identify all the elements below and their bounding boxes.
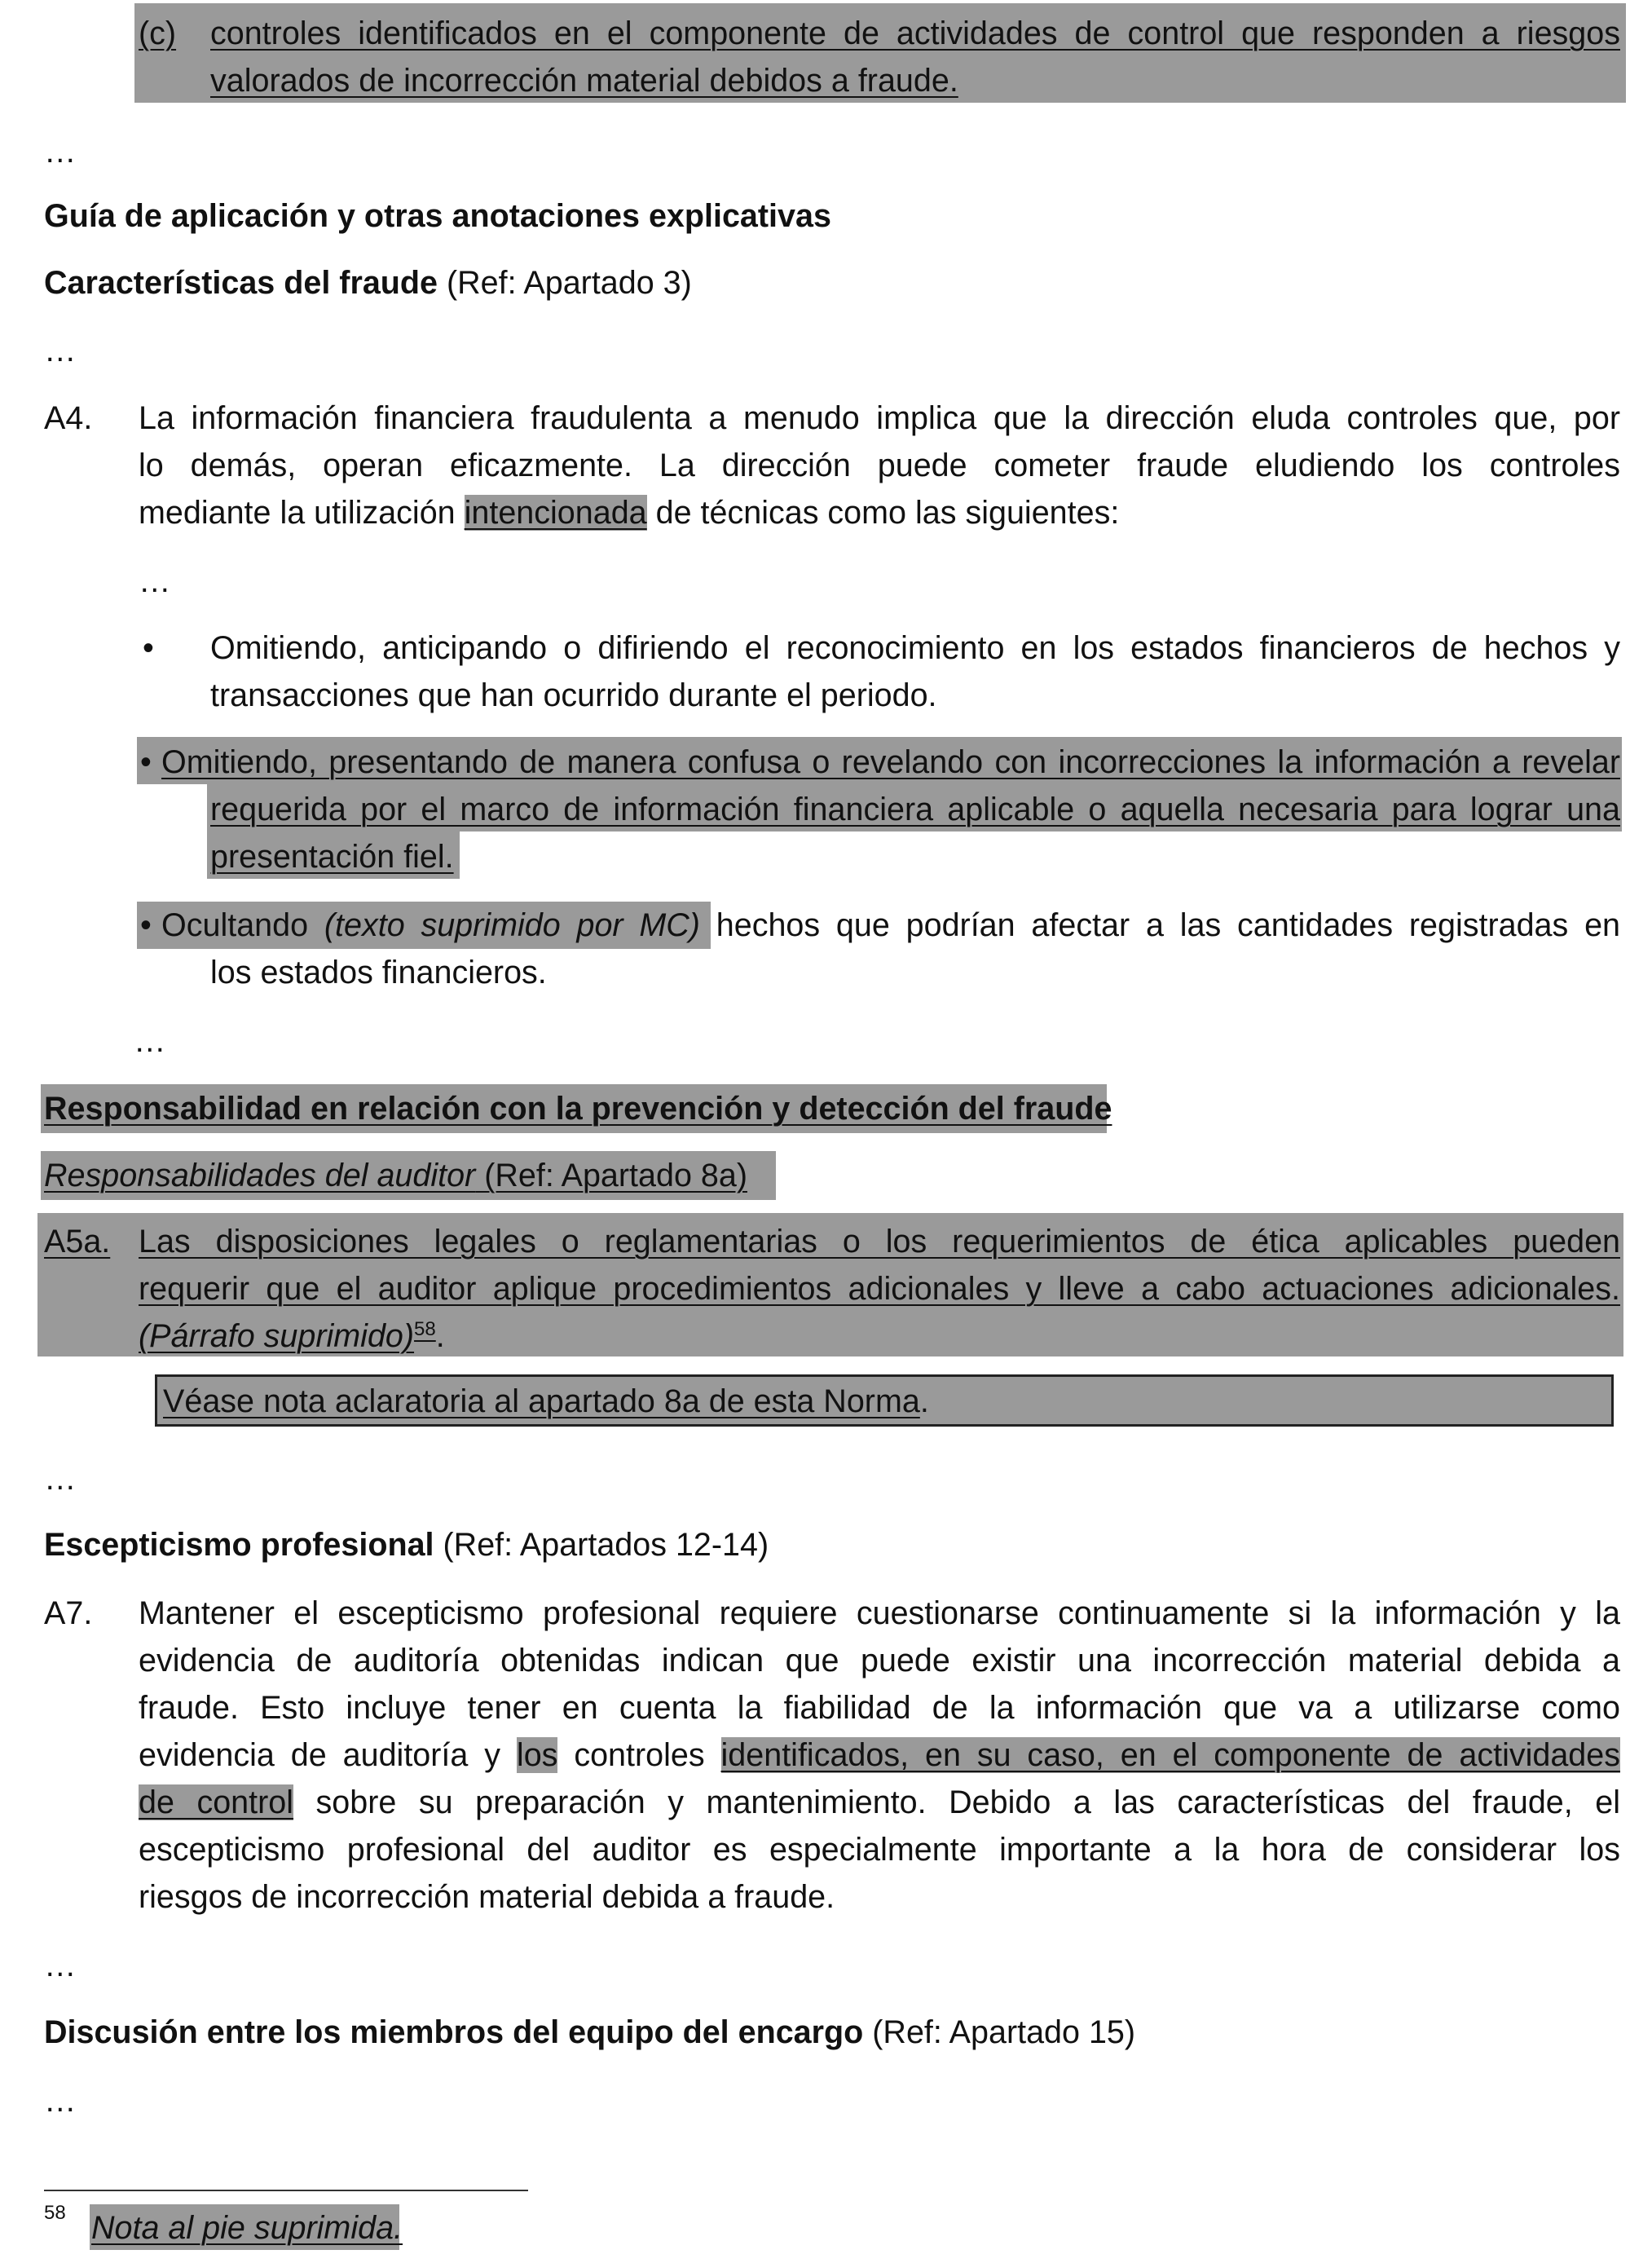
footnote-separator <box>44 2190 528 2191</box>
item-c-line1: controles identificados en el componente de actividades de control que responden a riesgos <box>210 15 1620 51</box>
a7-line1: Mantener el escepticismo profesional requiere cuestionarse continuamente si la información y la <box>139 1595 1620 1631</box>
a7-line3: fraude. Esto incluye tener en cuenta la fiabilidad de la información que va a utilizarse como <box>139 1690 1620 1726</box>
a7-highlight-los: los <box>516 1737 558 1773</box>
bullet3-line2: los estados financieros. <box>210 955 547 990</box>
a5a-line1: Las disposiciones legales o reglamentarias o los requerimientos de ética aplicables pueden <box>139 1224 1620 1259</box>
a5a-suppressed-paragraph: (Párrafo suprimido) <box>139 1318 415 1354</box>
a5a-line3-post: . <box>435 1318 445 1354</box>
item-c-label: (c) <box>139 15 177 51</box>
ellipsis: … <box>44 1948 77 1983</box>
bullet2-line1: Omitiendo, presentando de manera confusa o revelando con incorrecciones la información a revelar <box>161 744 1620 780</box>
bullet-marker: • <box>140 744 152 780</box>
a4-line3-post: de técnicas como las siguientes: <box>646 495 1120 531</box>
discussion-title: Discusión entre los miembros del equipo del encargo <box>44 2014 864 2050</box>
guide-heading: Guía de aplicación y otras anotaciones explicativas <box>44 198 831 234</box>
ellipsis: … <box>44 134 77 170</box>
a7-line2: evidencia de auditoría obtenidas indican que puede existir una incorrección material debida a <box>139 1643 1620 1679</box>
ellipsis: … <box>134 1023 166 1059</box>
auditor-resp-heading <box>44 1152 747 1199</box>
fraud-characteristics-heading <box>44 259 692 307</box>
ellipsis: … <box>44 333 77 368</box>
a4-line2: lo demás, operan eficazmente. La dirección puede cometer fraude eludiendo los controles <box>139 448 1620 483</box>
a7-line7: riesgos de incorrección material debida a fraude. <box>139 1879 835 1915</box>
a5a-line2: requerir que el auditor aplique procedimientos adicionales y lleve a cabo actuaciones adicionales. <box>139 1271 1620 1307</box>
a7-line4-pre: evidencia de auditoría y <box>139 1737 517 1773</box>
a7-line4 <box>139 1731 1620 1779</box>
discussion-heading <box>44 2009 1135 2056</box>
a4-highlight-intencionada: intencionada <box>464 495 647 531</box>
clarifying-note <box>163 1378 929 1425</box>
bullet3-line1 <box>161 902 1620 949</box>
ellipsis: … <box>44 1461 77 1497</box>
bullet3-suppressed-text: (texto suprimido por MC) <box>324 907 700 943</box>
auditor-resp-title: Responsabilidades del auditor <box>44 1158 476 1193</box>
a7-line5 <box>139 1779 1620 1826</box>
auditor-resp-ref: (Ref: Apartado 8a) <box>475 1158 747 1193</box>
clarifying-note-text: Véase nota aclaratoria al apartado 8a de esta Norma <box>163 1383 920 1419</box>
paragraph-number-a5a: A5a. <box>44 1224 111 1259</box>
a7-highlight-identificados: identificados, en su caso, en el componente de actividades <box>720 1737 1620 1773</box>
a7-line5-post: sobre su preparación y mantenimiento. Debido a las características del fraude, el <box>293 1784 1620 1820</box>
a4-line3 <box>139 489 1119 536</box>
a7-line6: escepticismo profesional del auditor es especialmente importante a la hora de considerar los <box>139 1832 1620 1868</box>
bullet2-line2: requerida por el marco de información financiera aplicable o aquella necesaria para lograr una <box>210 792 1620 827</box>
skepticism-ref: (Ref: Apartados 12-14) <box>434 1527 769 1563</box>
bullet-marker: • <box>143 630 154 666</box>
item-c-line2: valorados de incorrección material debidos a fraude. <box>210 63 958 99</box>
bullet2-line3: presentación fiel. <box>210 839 454 875</box>
fraud-characteristics-title: Características del fraude <box>44 265 438 301</box>
footnote-text: Nota al pie suprimida. <box>91 2210 403 2246</box>
a4-line1: La información financiera fraudulenta a menudo implica que la dirección eluda controles que, por <box>139 400 1620 436</box>
bullet1-line1: Omitiendo, anticipando o difiriendo el reconocimiento en los estados financieros de hechos y <box>210 630 1620 666</box>
ellipsis: … <box>44 2083 77 2119</box>
ellipsis: … <box>139 563 171 599</box>
a7-highlight-de-control: de control <box>139 1784 294 1820</box>
skepticism-heading <box>44 1521 769 1568</box>
skepticism-title: Escepticismo profesional <box>44 1527 434 1563</box>
footnote-number: 58 <box>44 2202 66 2224</box>
a7-line4-mid: controles <box>557 1737 721 1773</box>
bullet3-line1-post: hechos que podrían afectar a las cantidades registradas en <box>699 907 1621 943</box>
bullet-marker: • <box>140 907 152 943</box>
fraud-characteristics-ref: (Ref: Apartado 3) <box>438 265 692 301</box>
paragraph-number-a4: A4. <box>44 400 93 436</box>
bullet1-line2: transacciones que han ocurrido durante el periodo. <box>210 677 937 713</box>
discussion-ref: (Ref: Apartado 15) <box>863 2014 1136 2050</box>
paragraph-number-a7: A7. <box>44 1595 93 1631</box>
a5a-line3 <box>139 1312 445 1360</box>
clarifying-note-period: . <box>919 1383 929 1419</box>
a4-line3-pre: mediante la utilización <box>139 495 465 531</box>
resp-heading: Responsabilidad en relación con la prevención y detección del fraude <box>44 1091 1112 1127</box>
footnote-ref-58[interactable]: 58 <box>414 1317 436 1340</box>
bullet3-ocultando: Ocultando <box>161 907 324 943</box>
